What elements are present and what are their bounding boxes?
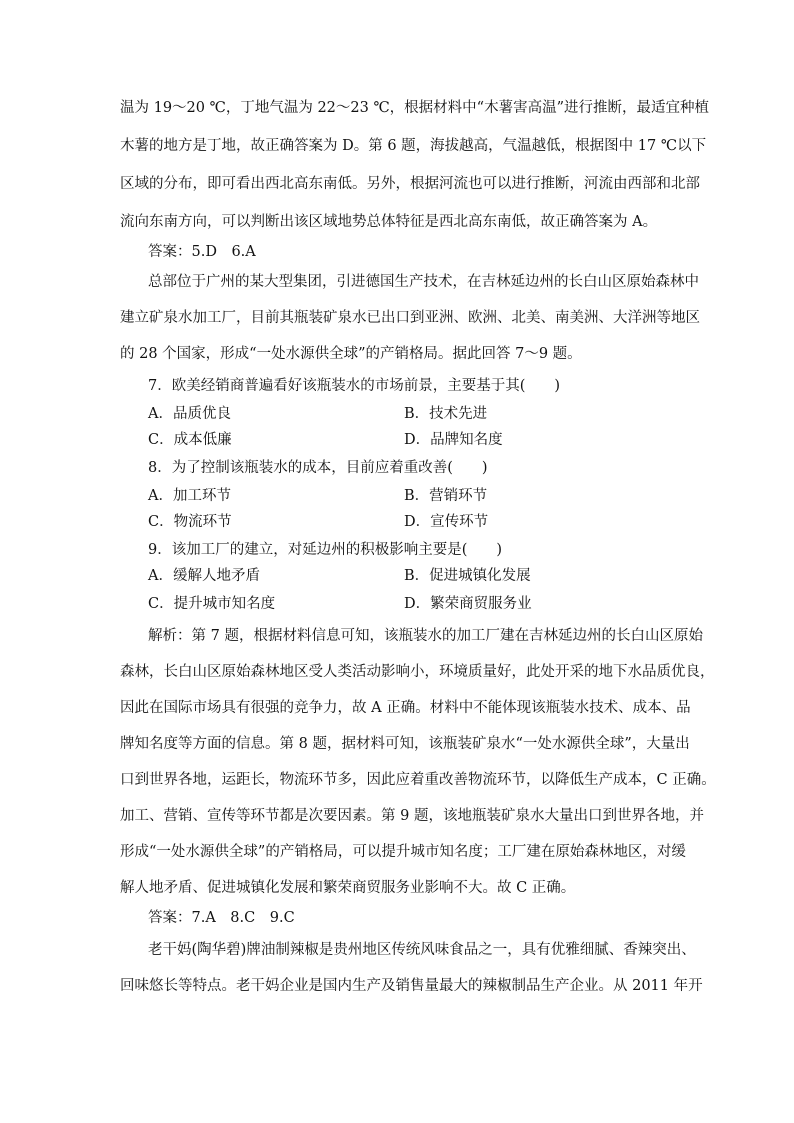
q7-option-b: B．技术先进 <box>404 406 488 422</box>
q8-stem: 8．为了控制该瓶装水的成本，目前应着重改善( ) <box>148 460 488 476</box>
para1-line-2: 木薯的地方是丁地，故正确答案为 D。第 6 题，海拔越高，气温越低，根据图中 17 ℃以下 <box>120 138 707 154</box>
q9-option-a: A．缓解人地矛盾 <box>148 568 260 584</box>
q9-option-c: C．提升城市知名度 <box>148 596 276 612</box>
para3-line-2: 回味悠长等特点。老干妈企业是国内生产及销售量最大的辣椒制品生产企业。从 2011 年开 <box>120 978 703 994</box>
q9-option-b: B．促进城镇化发展 <box>404 568 531 584</box>
analysis-line-8: 解人地矛盾、促进城镇化发展和繁荣商贸服务业影响不大。故 C 正确。 <box>120 880 576 896</box>
para1-line-1: 温为 19～20 ℃，丁地气温为 22～23 ℃，根据材料中“木薯害高温”进行推断，最适宜种植 <box>120 100 710 116</box>
analysis-line-3: 因此在国际市场具有很强的竞争力，故 A 正确。材料中不能体现该瓶装水技术、成本、品 <box>120 700 691 716</box>
para1-line-4: 流向东南方向，可以判断出该区域地势总体特征是西北高东南低，故正确答案为 A。 <box>120 214 658 230</box>
q9-option-d: D．繁荣商贸服务业 <box>404 596 532 612</box>
para2-line-2: 建立矿泉水加工厂，目前其瓶装矿泉水已出口到亚洲、欧洲、北美、南美洲、大洋洲等地区 <box>120 310 700 326</box>
q7-option-c: C．成本低廉 <box>148 432 232 448</box>
answer-5-6: 答案：5.D 6.A <box>148 244 256 260</box>
q7-option-d: D．品牌知名度 <box>404 432 503 448</box>
q8-option-a: A．加工环节 <box>148 488 231 504</box>
answer-7-9: 答案：7.A 8.C 9.C <box>148 910 295 926</box>
q8-option-d: D．宣传环节 <box>404 514 489 530</box>
para1-line-3: 区域的分布，即可看出西北高东南低。另外，根据河流也可以进行推断，河流由西部和北部 <box>120 176 700 192</box>
analysis-line-6: 加工、营销、宣传等环节都是次要因素。第 9 题，该地瓶装矿泉水大量出口到世界各地，并 <box>120 808 704 824</box>
analysis-line-2: 森林，长白山区原始森林地区受人类活动影响小，环境质量好，此处开采的地下水品质优良， <box>120 664 715 680</box>
q8-option-b: B．营销环节 <box>404 488 488 504</box>
q9-stem: 9．该加工厂的建立，对延边州的积极影响主要是( ) <box>148 542 503 558</box>
q7-option-a: A．品质优良 <box>148 406 231 422</box>
para2-line-1: 总部位于广州的某大型集团，引进德国生产技术，在吉林延边州的长白山区原始森林中 <box>148 274 699 290</box>
analysis-line-1: 解析：第 7 题，根据材料信息可知，该瓶装水的加工厂建在吉林延边州的长白山区原始 <box>148 628 703 644</box>
analysis-line-5: 口到世界各地，运距长，物流环节多，因此应着重改善物流环节，以降低生产成本，C 正确。 <box>120 772 716 788</box>
q7-stem: 7．欧美经销商普遍看好该瓶装水的市场前景，主要基于其( ) <box>148 378 561 394</box>
analysis-line-4: 牌知名度等方面的信息。第 8 题，据材料可知，该瓶装矿泉水“一处水源供全球”，大量出 <box>120 736 690 752</box>
para3-line-1: 老干妈(陶华碧)牌油制辣椒是贵州地区传统风味食品之一，具有优雅细腻、香辣突出、 <box>148 942 696 958</box>
para2-line-3: 的 28 个国家，形成“一处水源供全球”的产销格局。据此回答 7～9 题。 <box>120 346 582 362</box>
q8-option-c: C．物流环节 <box>148 514 232 530</box>
analysis-line-7: 形成“一处水源供全球”的产销格局，可以提升城市知名度；工厂建在原始森林地区，对缓 <box>120 844 686 860</box>
